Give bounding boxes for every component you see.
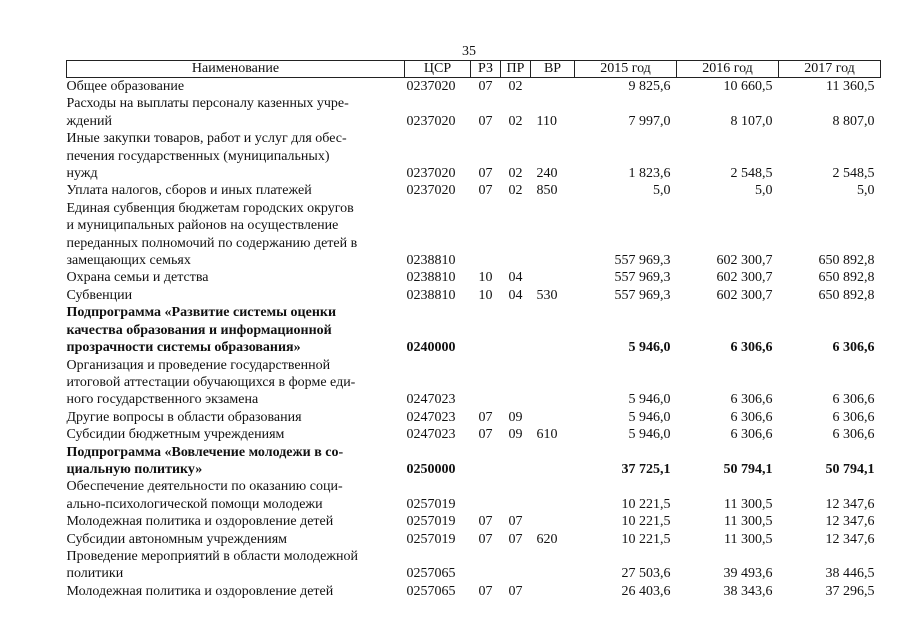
row-pr: [501, 200, 531, 270]
row-pr: 02: [508, 183, 523, 199]
table-row: [67, 444, 881, 479]
row-vr: 530: [536, 287, 558, 303]
header-csr: ЦСР: [405, 61, 471, 78]
row-vr: [531, 78, 575, 96]
table-row: [67, 357, 881, 409]
row-pr: [501, 548, 531, 583]
row-vr: [531, 269, 575, 286]
row-rz: 07: [478, 113, 493, 129]
table-row: [67, 287, 881, 304]
row-2017: 5,0: [857, 183, 875, 199]
row-vr: [531, 513, 575, 530]
header-vr: ВР: [531, 61, 575, 78]
table-row: [67, 409, 881, 426]
row-2016: 602 300,7: [716, 253, 773, 269]
row-2016: 6 306,6: [730, 427, 773, 443]
row-2016: 38 343,6: [723, 583, 773, 599]
row-2016: 39 493,6: [723, 566, 773, 582]
row-pr: 02: [508, 79, 523, 94]
row-name: Обеспечение деятельности по оказанию соци- ально-психологической помощи молодежи: [66, 479, 343, 512]
table-header-row: [67, 61, 881, 78]
row-csr: 0247023: [406, 427, 456, 443]
row-2017: 11 360,5: [826, 79, 875, 94]
table-row: [67, 513, 881, 530]
row-name: Уплата налогов, сборов и иных платежей: [66, 183, 312, 199]
row-2016: 11 300,5: [724, 514, 773, 530]
row-pr: 09: [508, 427, 523, 443]
row-csr: 0240000: [406, 340, 456, 356]
row-2017: 6 306,6: [832, 340, 875, 356]
row-pr: 09: [508, 409, 523, 425]
row-2015: 557 969,3: [614, 287, 671, 303]
row-pr: 07: [508, 514, 523, 530]
row-2016: 8 107,0: [730, 113, 773, 129]
row-pr: [501, 357, 531, 409]
row-2017: 37 296,5: [825, 583, 875, 599]
table-row: [67, 531, 881, 548]
row-pr: 04: [508, 270, 523, 286]
row-vr: 850: [536, 183, 558, 199]
table-row: [67, 426, 881, 443]
table-row: [67, 78, 881, 96]
row-vr: [531, 583, 575, 600]
row-csr: 0257019: [406, 514, 456, 530]
row-csr: 0237020: [406, 113, 456, 129]
row-vr: 240: [536, 166, 558, 182]
row-rz: 07: [478, 427, 493, 443]
row-name: Организация и проведение государственной итоговой аттестации обучающихся в форме еди- ного государственного экзамена: [66, 357, 356, 408]
row-pr: 07: [508, 531, 523, 547]
row-2017: 6 306,6: [832, 392, 875, 408]
row-2015: 5,0: [653, 183, 671, 199]
row-rz: [471, 357, 501, 409]
header-name: Наименование: [67, 61, 405, 78]
row-name: Молодежная политика и оздоровление детей: [66, 514, 334, 530]
header-rz: РЗ: [471, 61, 501, 78]
row-2017: 8 807,0: [832, 113, 875, 129]
row-2016: 11 300,5: [724, 531, 773, 547]
row-csr: 0257019: [406, 496, 456, 512]
row-2015: 1 823,6: [628, 166, 671, 182]
row-2017: 6 306,6: [832, 427, 875, 443]
row-vr: [531, 200, 575, 270]
row-pr: 07: [508, 583, 523, 599]
row-2015: 27 503,6: [621, 566, 671, 582]
row-2016: 2 548,5: [730, 166, 773, 182]
row-csr: 0257019: [406, 531, 456, 547]
row-csr: 0247023: [406, 392, 456, 408]
row-rz: 07: [478, 531, 493, 547]
row-csr: 0247023: [406, 409, 456, 425]
row-2016: 10 660,5: [723, 79, 773, 94]
row-csr: 0250000: [406, 461, 456, 477]
row-2016: 602 300,7: [716, 270, 773, 286]
header-pr: ПР: [501, 61, 531, 78]
row-csr: 0237020: [406, 166, 456, 182]
row-pr: 02: [508, 113, 523, 129]
row-2017: 12 347,6: [825, 531, 875, 547]
row-2015: 10 221,5: [621, 514, 671, 530]
row-2016: 50 794,1: [723, 461, 773, 477]
row-rz: [471, 304, 501, 356]
row-2015: 5 946,0: [628, 409, 671, 425]
row-name: Молодежная политика и оздоровление детей: [66, 583, 334, 599]
row-pr: 02: [508, 166, 523, 182]
row-2015: 37 725,1: [621, 461, 671, 477]
row-pr: [501, 444, 531, 479]
row-name: Субсидии автономным учреждениям: [66, 531, 288, 547]
row-csr: 0237020: [406, 183, 456, 199]
row-pr: [501, 304, 531, 356]
row-2017: 650 892,8: [818, 270, 875, 286]
row-vr: [531, 548, 575, 583]
budget-table: [66, 60, 881, 600]
table-row: [67, 95, 881, 130]
row-vr: [531, 444, 575, 479]
row-rz: 07: [478, 409, 493, 425]
table-row: [67, 200, 881, 270]
row-2015: 26 403,6: [621, 583, 671, 599]
row-name: Субвенции: [66, 287, 133, 303]
row-rz: [471, 200, 501, 270]
table-row: [67, 130, 881, 182]
table-row: [67, 583, 881, 600]
row-2015: 7 997,0: [628, 113, 671, 129]
row-rz: [471, 478, 501, 513]
row-name: Проведение мероприятий в области молодежной политики: [66, 548, 358, 582]
row-2016: 6 306,6: [730, 392, 773, 408]
table-body: [67, 78, 881, 601]
row-rz: [471, 444, 501, 479]
row-2015: 10 221,5: [621, 496, 671, 512]
row-vr: 610: [536, 427, 558, 443]
row-csr: 0238810: [406, 270, 456, 286]
table-row: [67, 548, 881, 583]
row-2017: 650 892,8: [818, 287, 875, 303]
row-name: Подпрограмма «Развитие системы оценки качества образования и информационной прозрачности системы образования»: [66, 305, 337, 356]
row-rz: 07: [478, 166, 493, 182]
row-vr: [531, 304, 575, 356]
header-2015: 2015 год: [575, 61, 677, 78]
table-row: [67, 478, 881, 513]
header-2016: 2016 год: [677, 61, 779, 78]
row-2017: 650 892,8: [818, 253, 875, 269]
row-2016: 11 300,5: [724, 496, 773, 512]
row-rz: 10: [478, 287, 493, 303]
row-2015: 5 946,0: [628, 392, 671, 408]
row-rz: 07: [478, 183, 493, 199]
row-name: Охрана семьи и детства: [66, 270, 209, 286]
row-vr: [531, 357, 575, 409]
row-csr: 0237020: [406, 79, 456, 94]
row-2017: 12 347,6: [825, 496, 875, 512]
row-name: Расходы на выплаты персоналу казенных учре- ждений: [66, 96, 349, 129]
row-name: Другие вопросы в области образования: [66, 409, 302, 425]
row-2017: 2 548,5: [832, 166, 875, 182]
row-2015: 5 946,0: [628, 340, 671, 356]
row-2017: 38 446,5: [825, 566, 875, 582]
row-vr: 110: [536, 113, 557, 129]
row-name: Общее образование: [66, 79, 185, 94]
row-vr: [531, 409, 575, 426]
row-pr: 04: [508, 287, 523, 303]
table-row: [67, 304, 881, 356]
row-2015: 10 221,5: [621, 531, 671, 547]
table-row: [67, 182, 881, 199]
row-rz: [471, 548, 501, 583]
header-2017: 2017 год: [779, 61, 881, 78]
row-name: Единая субвенция бюджетам городских округов и муниципальных районов на осуществление переданных полномочий по содержанию детей в замещающих семьях: [66, 200, 358, 269]
row-csr: 0257065: [406, 566, 456, 582]
row-name: Иные закупки товаров, работ и услуг для обес- печения государственных (муниципальных) нужд: [66, 131, 347, 182]
row-rz: 10: [478, 270, 493, 286]
page-number: 35: [462, 44, 476, 59]
row-2015: 557 969,3: [614, 270, 671, 286]
table-row: [67, 269, 881, 286]
row-csr: 0257065: [406, 583, 456, 599]
row-2015: 9 825,6: [628, 79, 671, 94]
row-csr: 0238810: [406, 287, 456, 303]
row-pr: [501, 478, 531, 513]
row-csr: 0238810: [406, 253, 456, 269]
row-vr: 620: [536, 531, 558, 547]
row-2016: 602 300,7: [716, 287, 773, 303]
row-name: Подпрограмма «Вовлечение молодежи в со- циальную политику»: [66, 444, 344, 477]
row-2017: 6 306,6: [832, 409, 875, 425]
row-rz: 07: [478, 514, 493, 530]
row-name: Субсидии бюджетным учреждениям: [66, 427, 285, 443]
row-2016: 6 306,6: [730, 409, 773, 425]
row-2017: 50 794,1: [825, 461, 875, 477]
row-vr: [531, 478, 575, 513]
row-2017: 12 347,6: [825, 514, 875, 530]
row-2016: 5,0: [755, 183, 773, 199]
row-2015: 557 969,3: [614, 253, 671, 269]
row-rz: 07: [478, 583, 493, 599]
row-2015: 5 946,0: [628, 427, 671, 443]
row-2016: 6 306,6: [730, 340, 773, 356]
row-rz: 07: [478, 79, 493, 94]
